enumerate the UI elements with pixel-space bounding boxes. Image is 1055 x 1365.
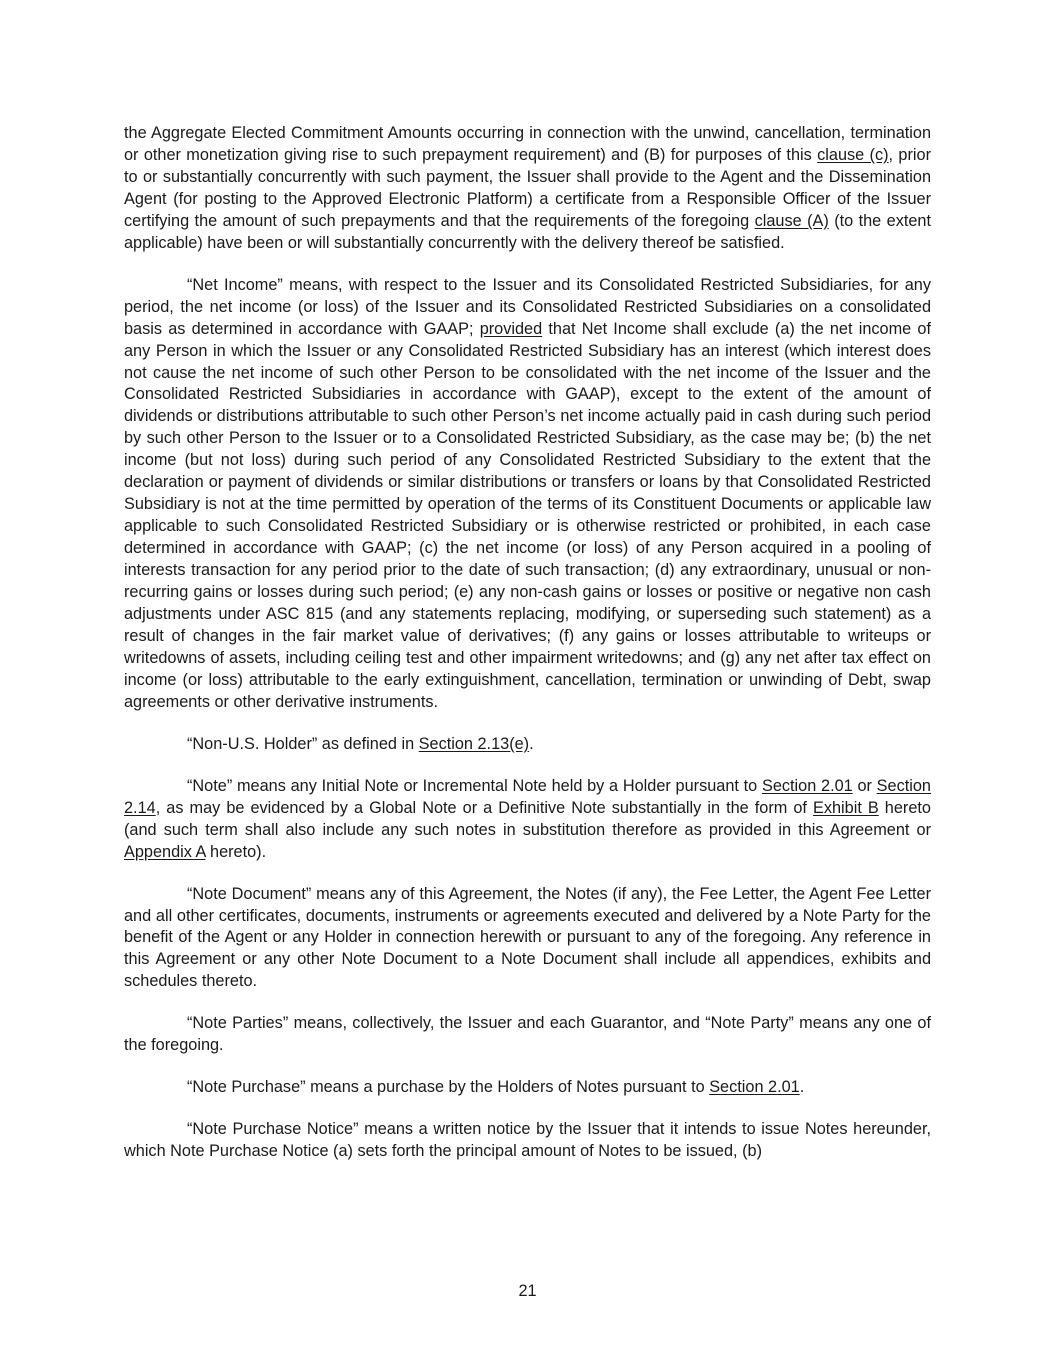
text-run: , as may be evidenced by a Global Note or a Definitive Note substantially in the form of bbox=[155, 798, 813, 817]
definition-note bbox=[124, 776, 931, 864]
text-run: “Net Income” means, with respect to the Issuer and its Consolidated Restricted Subsidiaries, for any period, the net income (or loss) of the Issuer and its Consolidated Restricted Subsidiaries on a consolidated basis as determined in accordance with GAAP; bbox=[124, 275, 931, 338]
definition-net-income bbox=[124, 275, 931, 714]
page-number: 21 bbox=[518, 1282, 537, 1300]
text-run: (to the extent applicable) have been or will substantially concurrently with the delivery thereof be satisfied. bbox=[124, 211, 931, 252]
text-run: the Aggregate Elected Commitment Amounts occurring in connection with the unwind, cancellation, termination or other monetization giving rise to such prepayment requirement) and (B) for purposes of this bbox=[124, 124, 931, 164]
underlined-term-provided: provided bbox=[479, 319, 543, 338]
definition-note-parties bbox=[124, 1013, 931, 1057]
cross-reference-appendix-a: Appendix A bbox=[124, 842, 206, 861]
cross-reference-clause-c: clause (c) bbox=[817, 145, 889, 164]
text-run: hereto (and such term shall also include any such notes in substitution therefore as provided in this Agreement or bbox=[124, 798, 931, 839]
text-run: that Net Income shall exclude (a) the net income of any Person in which the Issuer or any Consolidated Restricted Subsidiary has an interest (which interest does not cause the net income of such other Person to be consolidated with the net income of the Issuer and the Consolidated Restricted Subsidiaries in accordance with GAAP), except to the extent of the amount of dividends or distributions attributable to such other Person’s net income actually paid in cash during such period by such other Person to the Issuer or to a Consolidated Restricted Subsidiary, as the case may be; (b) the net income (but not loss) during such period of any Consolidated Restricted Subsidiary to the extent that the declaration or payment of dividends or similar distributions or transfers or loans by that Consolidated Restricted Subsidiary is not at the time permitted by operation of the terms of its Constituent Documents or applicable law applicable to such Consolidated Restricted Subsidiary or is otherwise restricted or prohibited, in each case determined in accordance with GAAP; (c) the net income (or loss) of any Person acquired in a pooling of interests transaction for any period prior to the date of such transaction; (d) any extraordinary, unusual or non-recurring gains or losses during such period; (e) any non-cash gains or losses or positive or negative non cash adjustments under ASC 815 (and any statements replacing, modifying, or superseding such statement) as a result of changes in the fair market value of derivatives; (f) any gains or losses attributable to writeups or writedowns of assets, including ceiling test and other impairment writedowns; and (g) any net after tax effect on income (or loss) attributable to the early extinguishment, cancellation, termination or unwinding of Debt, swap agreements or other derivative instruments. bbox=[124, 319, 931, 711]
text-run: “Non-U.S. Holder” as defined in bbox=[187, 734, 419, 753]
paragraph-prepayment-continuation bbox=[124, 123, 931, 255]
document-page bbox=[124, 123, 931, 1183]
text-run: or bbox=[852, 776, 877, 795]
definition-note-purchase-notice bbox=[124, 1119, 931, 1163]
text-run: hereto). bbox=[205, 842, 267, 861]
cross-reference-section-2-13-e: Section 2.13(e) bbox=[418, 734, 530, 753]
text-run: “Note Purchase” means a purchase by the Holders of Notes pursuant to bbox=[187, 1078, 710, 1097]
text-run: “Note Parties” means, collectively, the Issuer and each Guarantor, and “Note Party” means any one of the foregoing. bbox=[124, 1014, 931, 1055]
text-run: “Note” means any Initial Note or Incremental Note held by a Holder pursuant to bbox=[187, 776, 762, 795]
definition-non-us-holder bbox=[124, 734, 931, 756]
text-run: “Note Document” means any of this Agreement, the Notes (if any), the Fee Letter, the Agent Fee Letter and all other certificates, documents, instruments or agreements executed and delivered by a Note Party for the benefit of the Agent or any Holder in connection herewith or pursuant to any of the foregoing. Any reference in this Agreement or any other Note Document to a Note Document shall include all appendices, exhibits and schedules thereto. bbox=[124, 884, 931, 991]
cross-reference-section-2-01: Section 2.01 bbox=[761, 776, 853, 795]
text-run: , prior to or substantially concurrently with such payment, the Issuer shall provide to the Agent and the Dissemination Agent (for posting to the Approved Electronic Platform) a certificate from a Responsible Officer of the Issuer certifying the amount of such prepayments and that the requirements of the foregoing bbox=[124, 145, 932, 230]
cross-reference-section-2-01: Section 2.01 bbox=[709, 1078, 800, 1097]
cross-reference-exhibit-b: Exhibit B bbox=[812, 798, 879, 817]
definition-note-document bbox=[124, 884, 931, 994]
definition-note-purchase bbox=[124, 1077, 931, 1099]
cross-reference-clause-a: clause (A) bbox=[754, 211, 829, 230]
text-run: “Note Purchase Notice” means a written notice by the Issuer that it intends to issue Notes hereunder, which Note Purchase Notice (a) sets forth the principal amount of Notes to be issued, (b) bbox=[124, 1120, 931, 1161]
text-run: . bbox=[799, 1078, 805, 1097]
text-run: . bbox=[529, 734, 534, 753]
cross-reference-section-2-14: Section 2.14 bbox=[124, 776, 931, 817]
